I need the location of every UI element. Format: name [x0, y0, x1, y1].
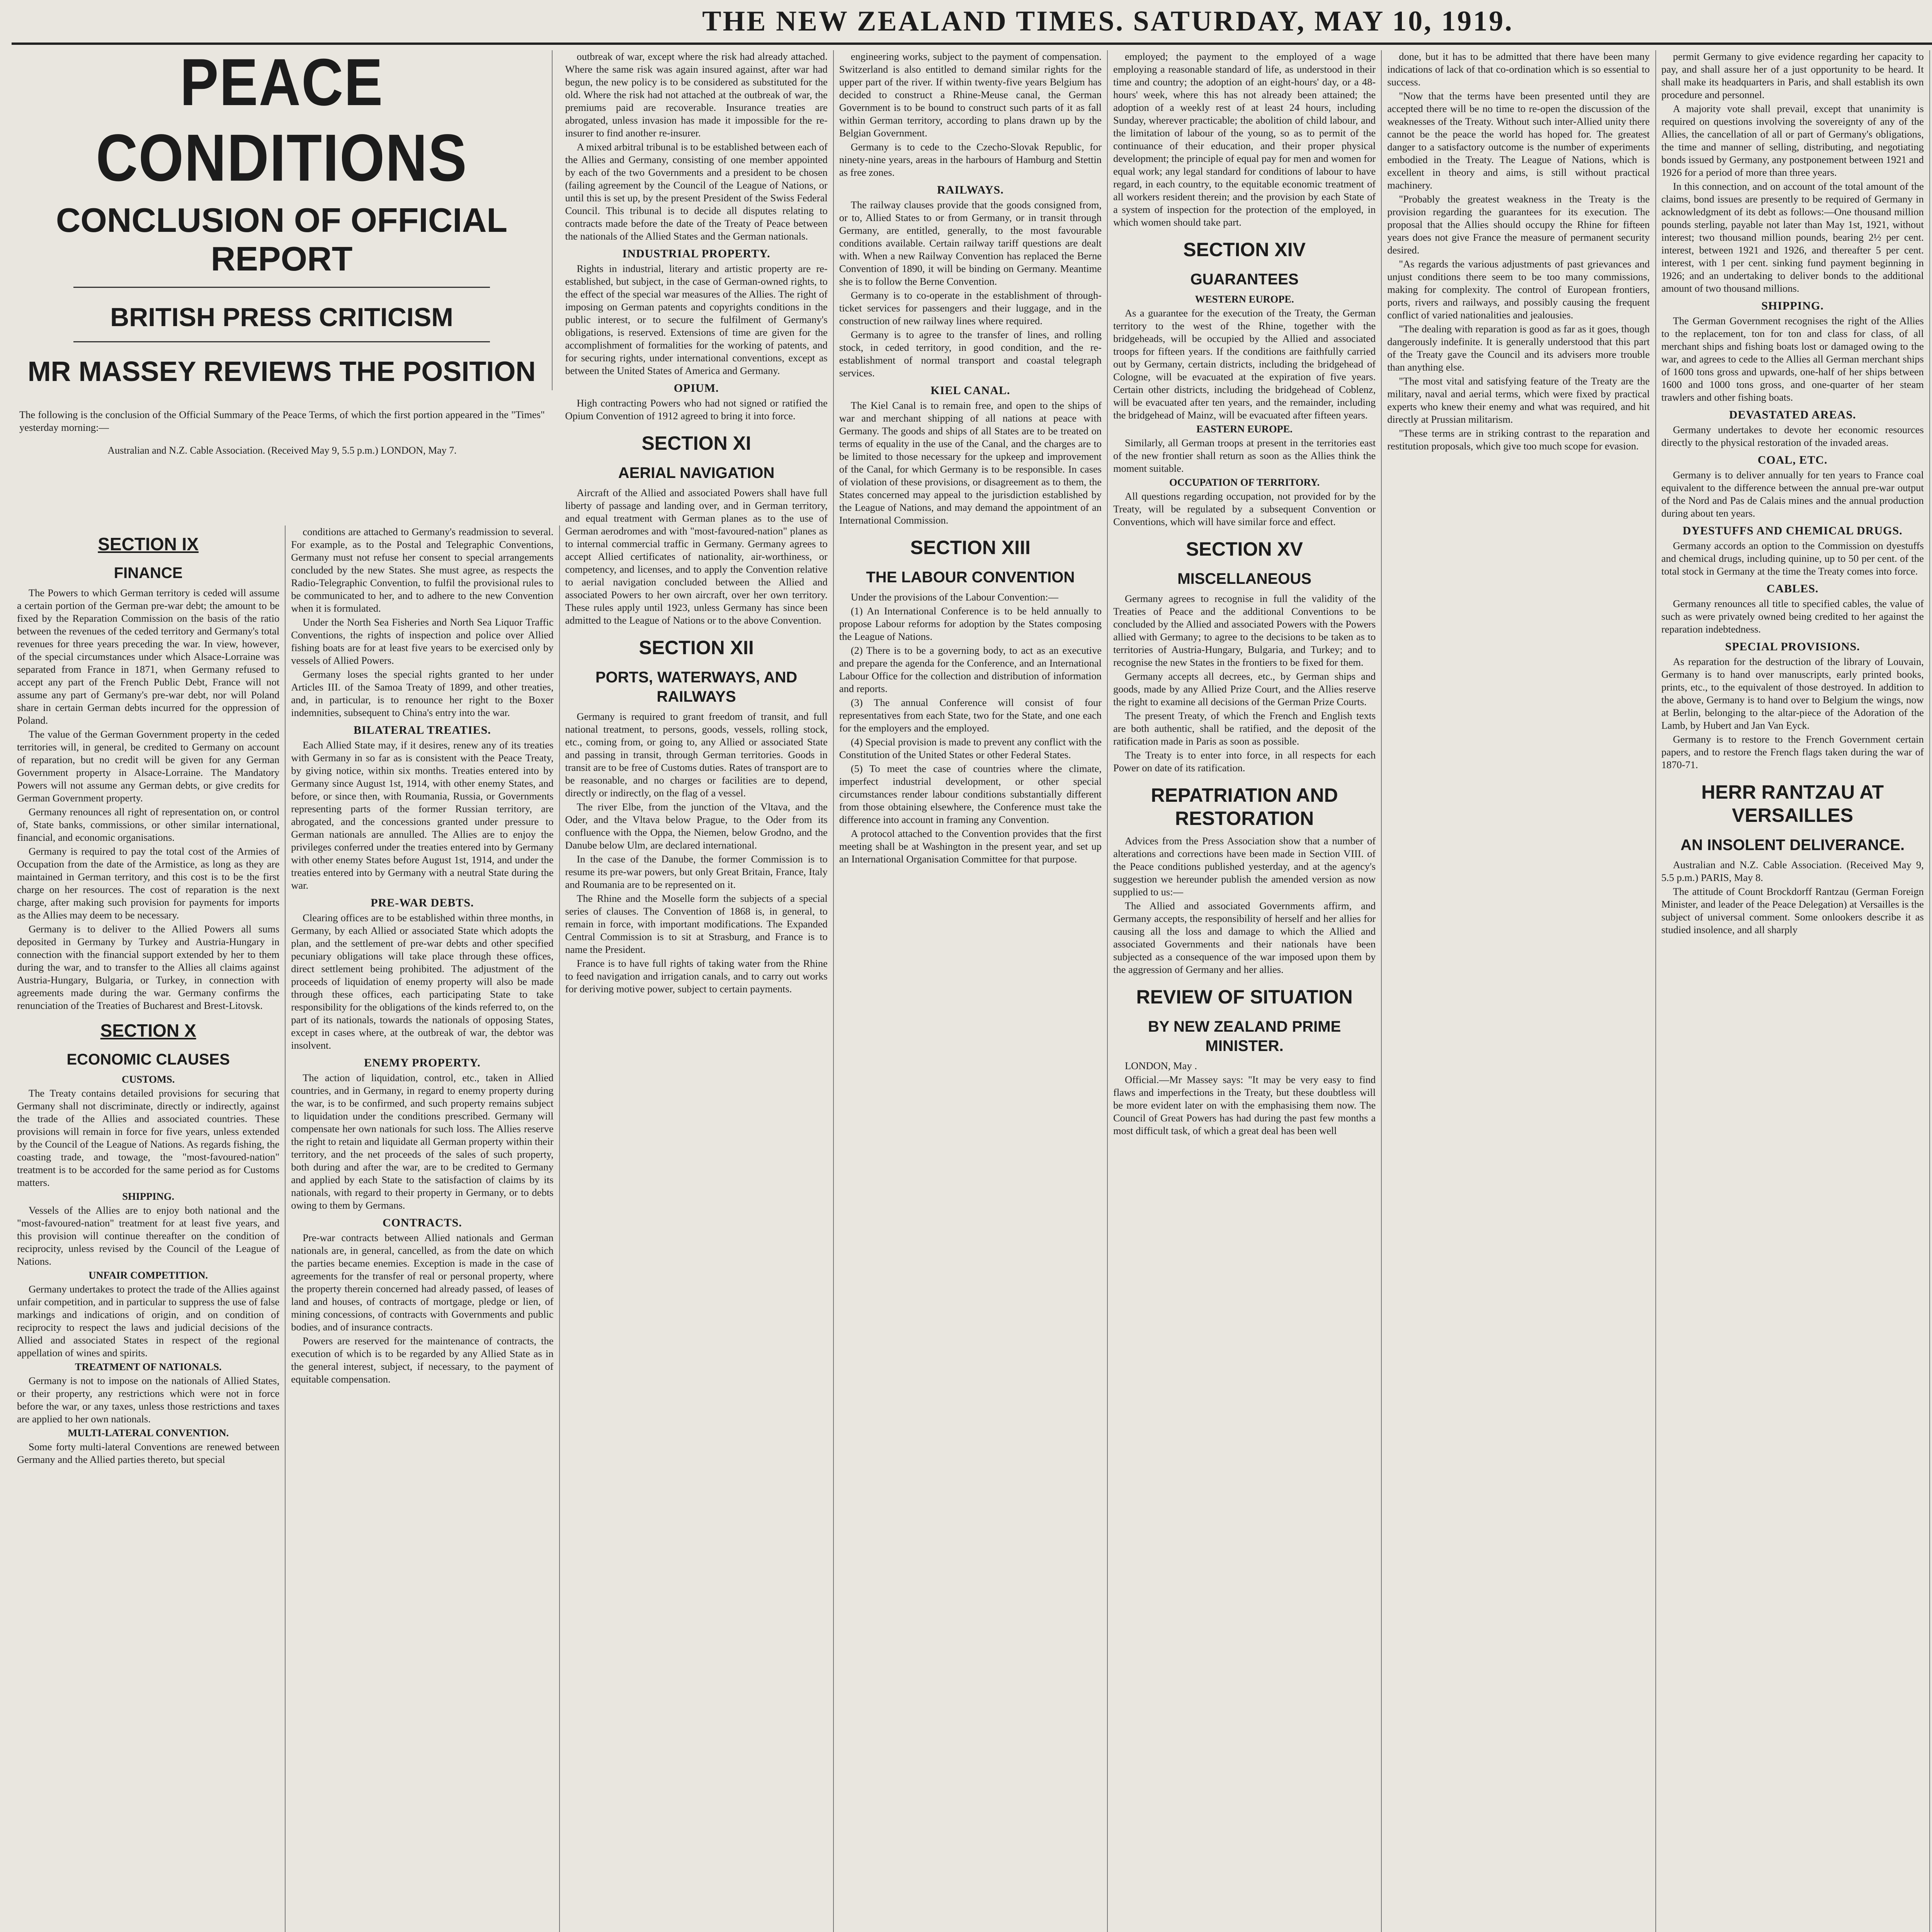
- section-heading: SECTION XIII: [910, 537, 1031, 558]
- divider: [73, 287, 490, 288]
- paragraph: CUSTOMS.: [122, 1073, 175, 1085]
- paragraph: Powers are reserved for the maintenance of contracts, the execution of which is to be regarded by any Allied State as in the general interest, subject, if necessary, to the payment of equitable compensation.: [291, 1335, 554, 1385]
- paragraph: done, but it has to be admitted that there have been many indications of lack of that co-ordination which is so essential to success.: [1387, 51, 1650, 88]
- paragraph: (3) The annual Conference will consist of four representatives from each State, two for the State, and one each for the employers and the employed.: [839, 697, 1102, 734]
- paragraph: Some forty multi-lateral Conventions are renewed between Germany and the Allied parties thereto, but special: [17, 1441, 280, 1465]
- section-subheading: SPECIAL PROVISIONS.: [1725, 640, 1860, 653]
- paragraph: Pre-war contracts between Allied nationals and German nationals are, in general, cancelled, as from the date on which the parties became enemies. Exception is made in the case of agreements for the transfer of real or personal property, where the property therein concerned had already passed, of leases of land and houses, of contracts of mortgage, pledge or lien, of mining concessions, of contracts with Governments and public bodies, and of insurance contracts.: [291, 1232, 554, 1333]
- column-1: [12, 526, 286, 1932]
- paragraph: "These terms are in striking contrast to the reparation and restitution proposals, which give too much scope for evasion.: [1387, 427, 1650, 452]
- paragraph: SHIPPING.: [122, 1190, 174, 1202]
- divider: [73, 341, 490, 342]
- paragraph: Under the North Sea Fisheries and North Sea Liquor Traffic Conventions, the rights of inspection and police over Allied fishing boats are for at least five years to be exercised only by vessels of Allied Powers.: [291, 616, 554, 666]
- section-subheading: THE LABOUR CONVENTION: [866, 569, 1075, 586]
- section-subheading: BILATERAL TREATIES.: [353, 724, 491, 736]
- paragraph: TREATMENT OF NATIONALS.: [75, 1361, 222, 1372]
- paragraph: Germany accords an option to the Commission on dyestuffs and chemical drugs, including quinine, up to 50 per cent. of the total stock in Germany at the time the Treaty comes into force.: [1661, 540, 1924, 577]
- paragraph: A mixed arbitral tribunal is to be established between each of the Allies and Germany, consisting of one member appointed by each of the two Governments and a president to be chosen (failing agreement by the Council of the League of Nations, or until this is set up, by the present President of the Swiss Federal Council. This tribunal is to decide all disputes relating to contracts made before the date of the Treaty of Peace between the nationals of the Allied States and the German nationals.: [565, 141, 828, 242]
- section-subheading: AN INSOLENT DELIVERANCE.: [1680, 837, 1905, 854]
- section-heading: SECTION XI: [641, 432, 751, 454]
- section-subheading: ECONOMIC CLAUSES: [66, 1051, 230, 1068]
- paragraph: LONDON, May .: [1125, 1060, 1197, 1071]
- paragraph: The attitude of Count Brockdorff Rantzau (German Foreign Minister, and leader of the Peace Delegation) at Versailles is the subject of universal comment. Some onlookers describe it as studied insolence, and all sharply: [1661, 886, 1924, 935]
- column-7: [1656, 50, 1930, 1932]
- paragraph: "The most vital and satisfying feature of the Treaty are the military, naval and aerial terms, which were fixed by practical experts who knew their enemy and what was required, and hit directly at Prussian militarism.: [1387, 375, 1650, 425]
- paragraph: The Allied and associated Governments affirm, and Germany accepts, the responsibility of herself and her allies for causing all the loss and damage to which the Allied and associated Governments and their nationals have been subjected as a consequence of the war imposed upon them by the aggression of Germany and her allies.: [1113, 900, 1376, 975]
- section-subheading: DEVASTATED AREAS.: [1729, 408, 1856, 421]
- section-subheading: BY NEW ZEALAND PRIME MINISTER.: [1148, 1018, 1341, 1054]
- paragraph: Rights in industrial, literary and artistic property are re-established, but subject, in the case of German-owned rights, to the effect of the special war measures of the Allies. The right of imposing on German patents and copyrights conditions in the public interest, or to secure the fulfilment of Germany's obligations, is reserved. Extensions of time are given for the accomplishment of formalities for the working of patents, and for securing rights, under international conventions, except as between the United States of America and Germany.: [565, 263, 828, 376]
- section-subheading: DYESTUFFS AND CHEMICAL DRUGS.: [1682, 524, 1903, 537]
- paragraph: Germany renounces all title to specified cables, the value of such as were privately owned being credited to her against the reparation indebtedness.: [1661, 598, 1924, 635]
- section-subheading: PORTS, WATERWAYS, AND RAILWAYS: [595, 669, 798, 705]
- section-subheading: PRE-WAR DEBTS.: [371, 896, 474, 909]
- paragraph: The value of the German Government property in the ceded territories will, in general, be credited to Germany on account of reparation, but no credit will be given for any German Government property in Alsace-Lorraine. The Mandatory Powers will not assume any German debts, or give credits for German Government property.: [17, 728, 280, 804]
- section-heading: SECTION X: [100, 1020, 196, 1041]
- paragraph: Australian and N.Z. Cable Association. (Received May 9, 5.5 p.m.) PARIS, May 8.: [1661, 859, 1924, 883]
- paragraph: Germany accepts all decrees, etc., by German ships and goods, made by any Allied Prize Court, and the Allies reserve the right to examine all decisions of the German Prize Courts.: [1113, 670, 1376, 707]
- paragraph: The Powers to which German territory is ceded will assume a certain portion of the German pre-war debt; the amount to be fixed by the Reparation Commission on the basis of the ratio between the revenues of the ceded territory and Germany's total revenues for three years preceding the war. In view, however, of the special circumstances under which Alsace-Lorraine was separated from France in 1871, when Germany refused to accept any part of the French Public Debt, France will not assume any part of Germany's pre-war debt, nor will Poland share in certain German debts incurred for the oppression of Poland.: [17, 587, 280, 726]
- paragraph: engineering works, subject to the payment of compensation. Switzerland is also entitled to demand similar rights for the upper part of the river. If within twenty-five years Belgium has decided to construct a Rhine-Meuse canal, the German Government is to be bound to construct such parts of it as fall within German territory, according to plans drawn up by the Belgian Government.: [839, 51, 1102, 139]
- section-subheading: INDUSTRIAL PROPERTY.: [622, 247, 770, 260]
- column-6: [1382, 50, 1656, 1932]
- paragraph: EASTERN EUROPE.: [1196, 423, 1293, 435]
- section-heading: SECTION XIV: [1183, 239, 1306, 260]
- paragraph: (1) An International Conference is to be held annually to propose Labour reforms for adoption by the States composing the League of Nations.: [839, 605, 1102, 642]
- main-headline: PEACE CONDITIONS: [96, 44, 468, 195]
- section-subheading: RAILWAYS.: [937, 184, 1004, 196]
- column-4: [834, 50, 1108, 1932]
- paragraph: Germany is to deliver annually for ten years to France coal equivalent to the difference between the annual pre-war output of the Nord and Pas de Calais mines and the annual production during about ten years.: [1661, 469, 1924, 519]
- paragraph: employed; the payment to the employed of a wage employing a reasonable standard of life, as understood in their time and country; the adoption of an eight-hours' day, or a 48-hours' week, where this has not already been attained; the adoption of a weekly rest of at least 24 hours, including Sunday, wherever practicable; the abolition of child labour, and the limitation of labour of the young, so as to permit of the continuance of their education, and their proper physical development; the principle of equal pay for men and women for equal work; any legal standard for conditions of labour to have regard, in each country, to the equitable economic treatment of all workers resident therein; and the provision by each State of a system of inspection for the protection of the employed, in which women should take part.: [1113, 51, 1376, 228]
- paragraph: The Kiel Canal is to remain free, and open to the ships of war and merchant shipping of all nations at peace with Germany. The goods and ships of all States are to be treated on terms of equality in the use of the Canal, and the charges are to be limited to those necessary for the upkeep and improvement of the Canal, for which Germany is to be responsible. In cases of violation of these provisions, or disagreement as to them, the States concerned may appeal to the jurisdiction established by the League of Nations, and may demand the appointment of an International Commission.: [839, 400, 1102, 526]
- credit-line: Australian and N.Z. Cable Association. (Received May 9, 5.5 p.m.) LONDON, May 7.: [107, 445, 457, 456]
- section-heading: SECTION XV: [1186, 538, 1303, 560]
- paragraph: In the case of the Danube, the former Commission is to resume its pre-war powers, but only Great Britain, France, Italy and Roumania are to be represented on it.: [565, 853, 828, 890]
- section-subheading: AERIAL NAVIGATION: [618, 464, 775, 481]
- paragraph: conditions are attached to Germany's readmission to several. For example, as to the Postal and Telegraphic Conventions, Germany must not refuse her consent to special arrangements concluded by the new States. She must agree, as respects the Radio-Telegraphic Convention, to fulfil the provisional rules to be communicated to her, and to adhere to the new Convention when it is formulated.: [291, 526, 554, 614]
- paragraph: Germany undertakes to devote her economic resources directly to the physical restoration of the invaded areas.: [1661, 424, 1924, 448]
- section-subheading: SHIPPING.: [1761, 299, 1824, 312]
- paragraph: WESTERN EUROPE.: [1195, 293, 1294, 305]
- paragraph: (4) Special provision is made to prevent any conflict with the Constitution of the United States or other Federal States.: [839, 736, 1102, 760]
- paragraph: "As regards the various adjustments of past grievances and unjust conditions there seem to be too many commissions, making for complexity. The control of European frontiers, ports, rivers and railways, and possibly causing the frequent conflict of varied nationalities and jealousies.: [1387, 258, 1650, 321]
- paragraph: Each Allied State may, if it desires, renew any of its treaties with Germany in so far as is consistent with the Peace Treaty, by giving notice, within six months. Treaties entered into by Germany since August 1st, 1914, with other enemy States, and before, or since then, with Roumania, Russia, or Governments representing parts of the former Russian territory, are abrogated, and the concessions granted under pressure to German nationals are annulled. The Allies are to enjoy the privileges conferred under the treaties entered into by Germany with other enemy States before August 1st, 1914, and under the treaties entered into by Germany with a neutral State during the war.: [291, 739, 554, 891]
- section-subheading: COAL, ETC.: [1757, 454, 1828, 466]
- paragraph: Germany undertakes to protect the trade of the Allies against unfair competition, and in particular to suppress the use of false markings and indications of origin, and on condition of reciprocity to respect the laws and judicial decisions of the Allied and associated States in respect of the regional appellation of wines and spirits.: [17, 1283, 280, 1359]
- paragraph: The railway clauses provide that the goods consigned from, or to, Allied States to or from Germany, or in transit through Germany, are entitled, generally, to the most favourable conditions available. Certain railway tariff questions are dealt with. When a new Railway Convention has replaced the Berne Convention of 1890, it will be binding on Germany. Meantime she is to follow the Berne Convention.: [839, 199, 1102, 287]
- paragraph: A majority vote shall prevail, except that unanimity is required on questions involving the sovereignty of any of the Allies, the cancellation of all or part of Germany's obligations, the time and manner of selling, distributing, and negotiating bonds issued by Germany, any postponement between 1921 and 1926 for a period of more than three years.: [1661, 103, 1924, 178]
- paragraph: "Now that the terms have been presented until they are accepted there will be no time to re-open the discussion of the weaknesses of the Treaty. Without such inter-Allied unity there cannot be the peace the world has hoped for. The greatest danger to a satisfactory outcome is the number of experiments embodied in the Treaty. The League of Nations, which is excellent in theory and aims, is still without practical machinery.: [1387, 90, 1650, 191]
- column-2: [286, 526, 560, 1932]
- paragraph: As reparation for the destruction of the library of Louvain, Germany is to hand over manuscripts, early printed books, prints, etc., to the equivalent of those destroyed. In addition to the above, Germany is to hand over to Belgium the wings, now at Berlin, belonging to the altar-piece of the Adoration of the Lamb, by Hubert and Jan Van Eyck.: [1661, 656, 1924, 731]
- subheadline-massey: MR MASSEY REVIEWS THE POSITION: [27, 356, 536, 387]
- paragraph: Official.—Mr Massey says: "It may be very easy to find flaws and imperfections in the Treaty, but these doubtless will be more evident later on with the emphasising them now. The Council of Great Powers has had during the past few months a most difficult task, of which a great deal has been well: [1113, 1074, 1376, 1136]
- paragraph: High contracting Powers who had not signed or ratified the Opium Convention of 1912 agreed to bring it into force.: [565, 397, 828, 422]
- paragraph: permit Germany to give evidence regarding her capacity to pay, and shall assure her of a just opportunity to be heard. It shall make its headquarters in Paris, and shall establish its own procedure and personnel.: [1661, 51, 1924, 100]
- paragraph: outbreak of war, except where the risk had already attached. Where the same risk was again insured against, after war had begun, the new policy is to be considered as substituted for the old. Where the risk had not attached at the outbreak of war, the premiums paid are recoverable. Insurance treaties are abrogated, unless invasion has made it impossible for the re-insurer to find another re-insurer.: [565, 51, 828, 139]
- paragraph: Similarly, all German troops at present in the territories east of the new frontier shall return as soon as the Allies think the moment suitable.: [1113, 437, 1376, 474]
- subheadline-official-report: CONCLUSION OF OFFICIAL REPORT: [56, 201, 508, 278]
- paragraph: MULTI-LATERAL CONVENTION.: [68, 1427, 229, 1439]
- section-subheading: GUARANTEES: [1190, 271, 1299, 288]
- paragraph: The present Treaty, of which the French and English texts are both authentic, shall be ratified, and the deposit of the ratification made in Paris as soon as possible.: [1113, 710, 1376, 747]
- paragraph: Germany loses the special rights granted to her under Articles III. of the Samoa Treaty of 1899, and other treaties, and, in particular, is to renounce her right to the Boxer indemnities, subsequent to China's entry into the war.: [291, 668, 554, 718]
- paragraph: Germany is to cede to the Czecho-Slovak Republic, for ninety-nine years, areas in the harbours of Hamburg and Stettin as free zones.: [839, 141, 1102, 178]
- paragraph: Germany agrees to recognise in full the validity of the Treaties of Peace and the additional Conventions to be concluded by the Allied and associated Powers with the Powers allied with Germany; to agree to the decisions to be taken as to territories of Austria-Hungary, Bulgaria, and Turkey; and to recognise the new States in the frontiers to be fixed for them.: [1113, 593, 1376, 668]
- paragraph: The river Elbe, from the junction of the Vltava, and the Oder, and the Vltava below Prague, to the Oder from its confluence with the Oppa, the Niemen, below Grodno, and the Danube below Ulm, are declared international.: [565, 801, 828, 851]
- paragraph: (2) There is to be a governing body, to act as an executive and prepare the agenda for the Conference, and an International Labour Office for the collection and distribution of information and reports.: [839, 645, 1102, 694]
- paragraph: (5) To meet the case of countries where the climate, imperfect industrial development, or other special circumstances render labour conditions substantially different from those obtaining elsewhere, the Conference must take the difference into account in framing any Convention.: [839, 763, 1102, 825]
- column-3: [560, 50, 834, 1932]
- intro-paragraph: The following is the conclusion of the Official Summary of the Peace Terms, of which the first portion appeared in the "Times" yesterday morning:—: [19, 408, 545, 433]
- paragraph: The Treaty is to enter into force, in all respects for each Power on date of its ratification.: [1113, 749, 1376, 774]
- paragraph: France is to have full rights of taking water from the Rhine to feed navigation and irrigation canals, and to carry out works for deriving motive power, subject to certain payments.: [565, 957, 828, 995]
- paragraph: OCCUPATION OF TERRITORY.: [1169, 476, 1320, 488]
- paragraph: "The dealing with reparation is good as far as it goes, though dangerously indefinite. It is generally understood that this part of the Treaty gave the Council and its advisers more trouble than anything else.: [1387, 323, 1650, 373]
- subheadline-press-criticism: BRITISH PRESS CRITICISM: [110, 303, 453, 332]
- paragraph: A protocol attached to the Convention provides that the first meeting shall be at Washington in the present year, and set up an International Organisation Committee for that purpose.: [839, 828, 1102, 865]
- paragraph: Aircraft of the Allied and associated Powers shall have full liberty of passage and landing over, and in German territory, and equal treatment with German planes as to the use of German aerodromes and with "most-favoured-nation" planes as to internal commercial traffic in Germany. Germany agrees to accept Allied certificates of nationality, air-worthiness, or competency, and licenses, and to apply the Convention relative to aerial navigation concluded between the Allied and associated Powers to her own aircraft, over her own territory. These rules apply until 1923, unless Germany has since been admitted to the League of Nations or to the above Convention.: [565, 487, 828, 626]
- paragraph: Germany is required to grant freedom of transit, and full national treatment, to persons, goods, vessels, rolling stock, etc., coming from, or going to, any Allied or associated State and passing in transit, through German territories. Goods in transit are to be free of Customs duties. Rates of transport are to be reasonable, and no charges or facilities are to depend, directly or indirectly, on the flag of a vessel.: [565, 711, 828, 799]
- section-subheading: CONTRACTS.: [382, 1216, 462, 1229]
- paragraph: Germany is required to pay the total cost of the Armies of Occupation from the date of the Armistice, as long as they are maintained in German territory, and this cost is to be the first charge on her resources. The cost of reparation is the next charge, after making such provision for payments for imports as the Allies may deem to be necessary.: [17, 845, 280, 921]
- paragraph: "Probably the greatest weakness in the Treaty is the provision regarding the guarantees for its execution. The proposal that the Allies should occupy the Rhine for fifteen years does not give France the measure of permanent security desired.: [1387, 193, 1650, 256]
- paragraph: Germany renounces all right of representation on, or control of, State banks, commissions, or other similar international, financial, and economic organisations.: [17, 806, 280, 843]
- paragraph: Advices from the Press Association show that a number of alterations and corrections have been made in Section VIII. of the Peace conditions published yesterday, and at the agency's suggestion we hereunder publish the amended version as now supplied to us:—: [1113, 835, 1376, 898]
- section-heading: REVIEW OF SITUATION: [1136, 986, 1353, 1008]
- masthead: [12, 0, 1932, 45]
- paragraph: The Rhine and the Moselle form the subjects of a special series of clauses. The Convention of 1868 is, in general, to remain in force, with important modifications. The Expanded Central Commission is to sit at Strasburg, and France is to name the President.: [565, 893, 828, 955]
- paragraph: In this connection, and on account of the total amount of the claims, bond issues are presently to be required of Germany in acknowledgment of its debt as follows:—One thousand million pounds sterling, payable not later than May 1st, 1921, without interest; two thousand million pounds, bearing 2½ per cent. interest, between 1921 and 1926, and thereafter 5 per cent. interest, with 1 per cent. sinking fund payment beginning in 1926; and an undertaking to deliver bonds to the additional amount of two thousand millions.: [1661, 180, 1924, 294]
- paragraph: Vessels of the Allies are to enjoy both national and the "most-favoured-nation" treatment for at least five years, and this provision will continue thereafter on the condition of reciprocity, unless revised by the Council of the League of Nations.: [17, 1204, 280, 1267]
- paragraph: Germany is to restore to the French Government certain papers, and to restore the French flags taken during the war of 1870-71.: [1661, 733, 1924, 770]
- newspaper-title: THE NEW ZEALAND TIMES. SATURDAY, MAY 10, 1919.: [702, 5, 1514, 37]
- paragraph: As a guarantee for the execution of the Treaty, the German territory to the west of the Rhine, together with the bridgeheads, will be occupied by the Allied and associated troops for fifteen years. If the conditions are faithfully carried out by Germany, certain districts, including the bridgehead of Cologne, will be evacuated at the expiration of five years. Certain other districts, including the bridgehead of Coblenz, will be evacuated after ten years, and the remainder, including the bridgehead of Mainz, will be evacuated after fifteen years.: [1113, 307, 1376, 421]
- section-heading: SECTION XII: [639, 637, 754, 658]
- paragraph: Clearing offices are to be established within three months, in Germany, by each Allied or associated State which adopts the plan, and the settlement of pre-war debts and other specified pecuniary obligations will take place through these offices, direct settlement being prohibited. The adjustment of the proceeds of liquidation of enemy property will also be made through these offices, each participating State to take responsibility for the obligations of the kinds referred to, on the part of its nationals, towards the nationals of opposing States, except in cases where, at the outbreak of war, the debtor was insolvent.: [291, 912, 554, 1051]
- section-subheading: FINANCE: [114, 565, 183, 582]
- section-subheading: ENEMY PROPERTY.: [364, 1056, 481, 1069]
- paragraph: All questions regarding occupation, not provided for by the Treaty, will be regulated by a subsequent Convention or Conventions, which will have similar force and effect.: [1113, 490, 1376, 527]
- section-subheading: MISCELLANEOUS: [1177, 570, 1311, 587]
- paragraph: Germany is to co-operate in the establishment of through-ticket services for passengers and their luggage, and in the construction of new railway lines where required.: [839, 289, 1102, 327]
- intro-block: [12, 398, 553, 459]
- headline-block: [12, 44, 553, 390]
- section-subheading: OPIUM.: [673, 382, 719, 395]
- column-5: [1108, 50, 1382, 1932]
- paragraph: The German Government recognises the right of the Allies to the replacement, ton for ton and class for class, of all merchant ships and fishing boats lost or damaged owing to the war, and agrees to cede to the Allies all German merchant ships of 1600 tons gross and upwards, one-half of her ships between 1600 and 1000 tons gross, and one-quarter of her steam trawlers and other fishing boats.: [1661, 315, 1924, 403]
- section-subheading: CABLES.: [1766, 582, 1819, 595]
- column-8: [1930, 50, 1932, 1932]
- paragraph: The action of liquidation, control, etc., taken in Allied countries, and in Germany, in regard to enemy property during the war, is to be confirmed, and such property remains subject to liquidation under the conditions prescribed. Germany will compensate her own nationals for such loss. The Allies reserve the right to retain and liquidate all German property within their territory, and the net proceeds of the sales of such property, both during and after the war, are to be credited to Germany and applied by each State to the satisfaction of claims by its nationals, with regard to their property in Germany, or to debts owing to them by Germans.: [291, 1072, 554, 1211]
- section-subheading: KIEL CANAL.: [930, 384, 1010, 397]
- article-columns: [12, 44, 1932, 1932]
- paragraph: The Treaty contains detailed provisions for securing that Germany shall not discriminate, directly or indirectly, against the trade of the Allies and associated countries. These provisions will remain in force for five years, unless extended by the Council of the League of Nations. As regards fishing, the coasting trade, and towage, the "most-favoured-nation" treatment is to be accorded for the same period as for Customs matters.: [17, 1087, 280, 1188]
- paragraph: Germany is to deliver to the Allied Powers all sums deposited in Germany by Turkey and Austria-Hungary in connection with the financial support extended by her to them during the war, and to transfer to the Allies all claims against Austria-Hungary, Bulgaria, or Turkey, in connection with agreements made during the war. Germany confirms the renunciation of the Treaties of Bucharest and Brest-Litovsk.: [17, 923, 280, 1011]
- section-heading: REPATRIATION AND RESTORATION: [1151, 784, 1338, 829]
- paragraph: UNFAIR COMPETITION.: [88, 1269, 208, 1281]
- paragraph: Germany is not to impose on the nationals of Allied States, or their property, any restrictions which were not in force before the war, or any taxes, unless those restrictions and taxes are applied to her own nationals.: [17, 1375, 280, 1425]
- paragraph: Germany is to agree to the transfer of lines, and rolling stock, in ceded territory, in good condition, and the re-establishment of normal transport and coastal telegraph services.: [839, 329, 1102, 379]
- section-heading: HERR RANTZAU AT VERSAILLES: [1701, 781, 1884, 826]
- paragraph: Under the provisions of the Labour Convention:—: [850, 591, 1059, 603]
- section-heading: SECTION IX: [98, 534, 199, 554]
